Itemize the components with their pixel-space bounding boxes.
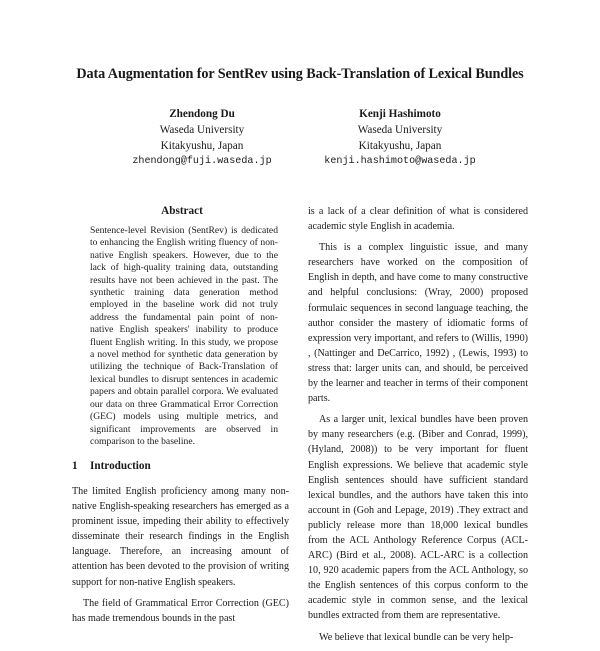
paragraph: is a lack of a clear definition of what is considered academic style English in academia. xyxy=(308,206,528,233)
paragraph: The field of Grammatical Error Correction (GEC) has made tremendous bounds in the past xyxy=(72,597,289,624)
abstract-heading: Abstract xyxy=(161,205,203,217)
author-email: zhendong@fuji.waseda.jp xyxy=(132,156,272,167)
author-block-2 xyxy=(270,106,530,170)
author-location: Kitakyushu, Japan xyxy=(160,140,244,152)
author-email: kenji.hashimoto@waseda.jp xyxy=(324,156,476,167)
paragraph: This is a complex linguistic issue, and many researchers have worked on the composition of English in depth, and have come to many constructive and helpful conclusions: (Wray, 2000) proposed formulaic sequences in second language teaching, the author consider the mastery of idiomatic forms of expression very important, and refers to (Willis, 1990) , (Nattinger and DeCarrico, 1992) , (Lewis, 1993) to stress that: larger units can, and should, be perceived by the learner and teacher in terms of their component parts. xyxy=(308,242,528,405)
left-column-body xyxy=(72,484,289,632)
paragraph: The limited English proficiency among many non-native English-speaking researchers has emerged as a prominent issue, impeding their ability to effectively disseminate their research findings in the English language. Therefore, an increasing amount of attention has been devoted to the provision of writing support for non-native English speakers. xyxy=(72,486,289,588)
author-name: Zhendong Du xyxy=(169,108,235,120)
abstract-text: Sentence-level Revision (SentRev) is dedicated to enhancing the English writing fluency of non-native English speakers. However, due to the lack of high-quality training data, outstanding results have not been achieved in the past. The synthetic training data generation method employed in the baseline work did not truly address the fundamental pain point of non-native English speakers' inability to produce fluent English writing. In this study, we propose a novel method for synthetic data generation by utilizing the technique of Back-Translation of lexical bundles to disrupt sentences in academic papers and obtain parallel corpora. We evaluated our data on three Grammatical Error Correction (GEC) models using multiple metrics, and significant improvements are observed in comparison to the baseline. xyxy=(90,225,278,447)
section-number: 1 xyxy=(72,460,78,472)
paragraph: We believe that lexical bundle can be very help- xyxy=(319,631,514,643)
author-name: Kenji Hashimoto xyxy=(359,108,441,120)
author-affiliation: Waseda University xyxy=(159,124,245,136)
section-title: Introduction xyxy=(90,460,151,472)
right-column-body xyxy=(308,204,528,651)
author-affiliation: Waseda University xyxy=(357,124,443,136)
author-location: Kitakyushu, Japan xyxy=(358,140,442,152)
paragraph: As a larger unit, lexical bundles have been proven by many researchers (e.g. (Biber and Conrad, 1999), (Hyland, 2008)) to be very important for fluent English expressions. We believe that academic style English sentences should have sufficient standard lexical bundles, and the authors have taken this into account in (Goh and Lepage, 2019) .They extract and publicly release more than 18,000 lexical bundles from the ACL Anthology Reference Corpus (ACL-ARC) (Bird et al., 2008). ACL-ARC is a collection 10, 920 academic papers from the ACL Anthology, so the English sentences of this corpus conform to the academic style in common sense, and the lexical bundles extracted from them are representative. xyxy=(308,414,528,622)
section-heading-introduction xyxy=(72,460,151,472)
paper-title: Data Augmentation for SentRev using Back-Translation of Lexical Bundles xyxy=(76,66,524,82)
